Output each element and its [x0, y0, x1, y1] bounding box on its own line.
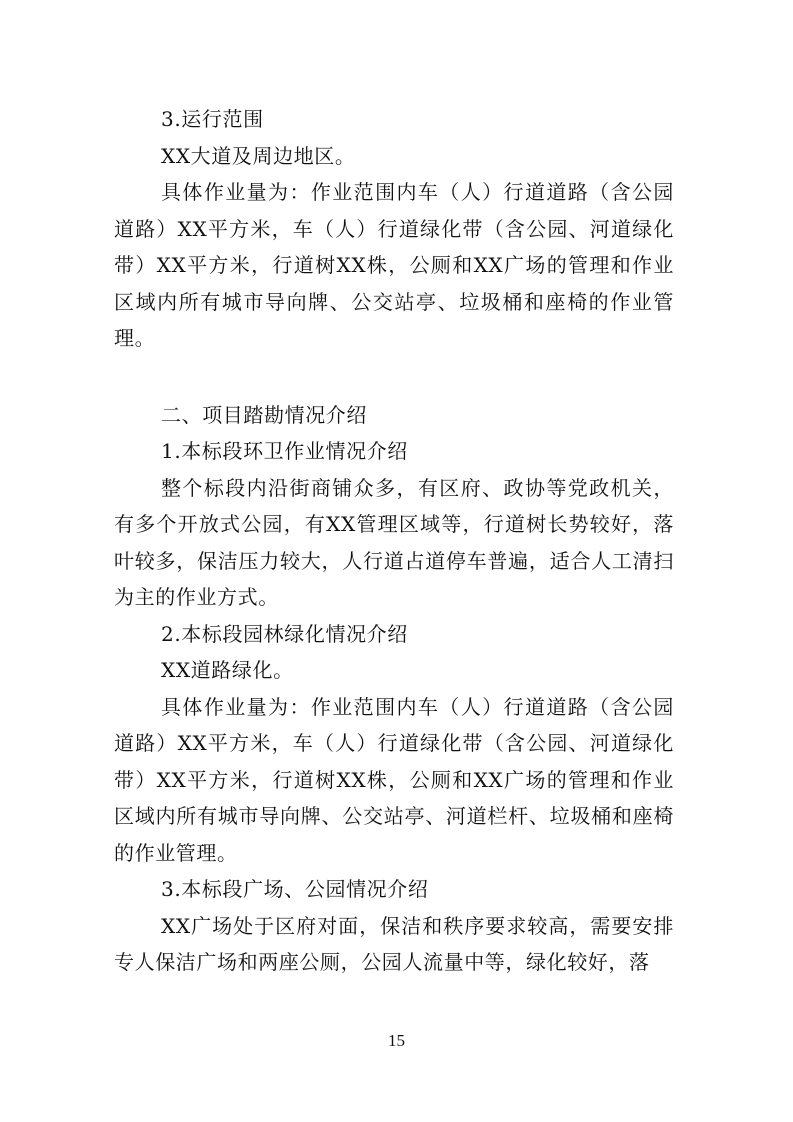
subsection-heading-sanitation: 1.本标段环卫作业情况介绍: [161, 439, 408, 463]
paragraph-greening-workload: 具体作业量为：作业范围内车（人）行道道路（含公园道路）XX平方米，车（人）行道绿化带（含公园、河道绿化带）XX平方米，行道树XX株，公厕和XX广场的管理和作业区域内所有城市导向牌、公交站亭、河道栏杆、垃圾桶和座椅的作业管理。: [114, 694, 674, 865]
paragraph-square-park: XX广场处于区府对面，保洁和秩序要求较高，需要安排专人保洁广场和两座公厕，公园人流量中等，绿化较好，落: [114, 913, 674, 974]
paragraph-workload: 具体作业量为：作业范围内车（人）行道道路（含公园道路）XX平方米，车（人）行道绿化带（含公园、河道绿化带）XX平方米，行道树XX株，公厕和XX广场的管理和作业区域内所有城市导向牌、公交站亭、垃圾桶和座椅的作业管理。: [114, 180, 674, 350]
section-spacer: [114, 357, 674, 397]
subsection-heading-operation-scope: 3.运行范围: [161, 107, 264, 131]
page-number: 15: [388, 1031, 405, 1050]
subsection-heading-greening: 2.本标段园林绿化情况介绍: [161, 621, 408, 646]
paragraph-area: XX大道及周边地区。: [161, 143, 356, 168]
subsection-heading-square-park: 3.本标段广场、公园情况介绍: [161, 877, 429, 901]
paragraph-road-greening: XX道路绿化。: [161, 658, 294, 682]
section-heading: 二、项目踏勘情况介绍: [161, 402, 367, 427]
document-body: [114, 101, 674, 981]
paragraph-sanitation: 整个标段内沿街商铺众多，有区府、政协等党政机关，有多个开放式公园，有XX管理区域等，行道树长势较好，落叶较多，保洁压力较大，人行道占道停车普遍，适合人工清扫为主的作业方式。: [114, 475, 674, 609]
